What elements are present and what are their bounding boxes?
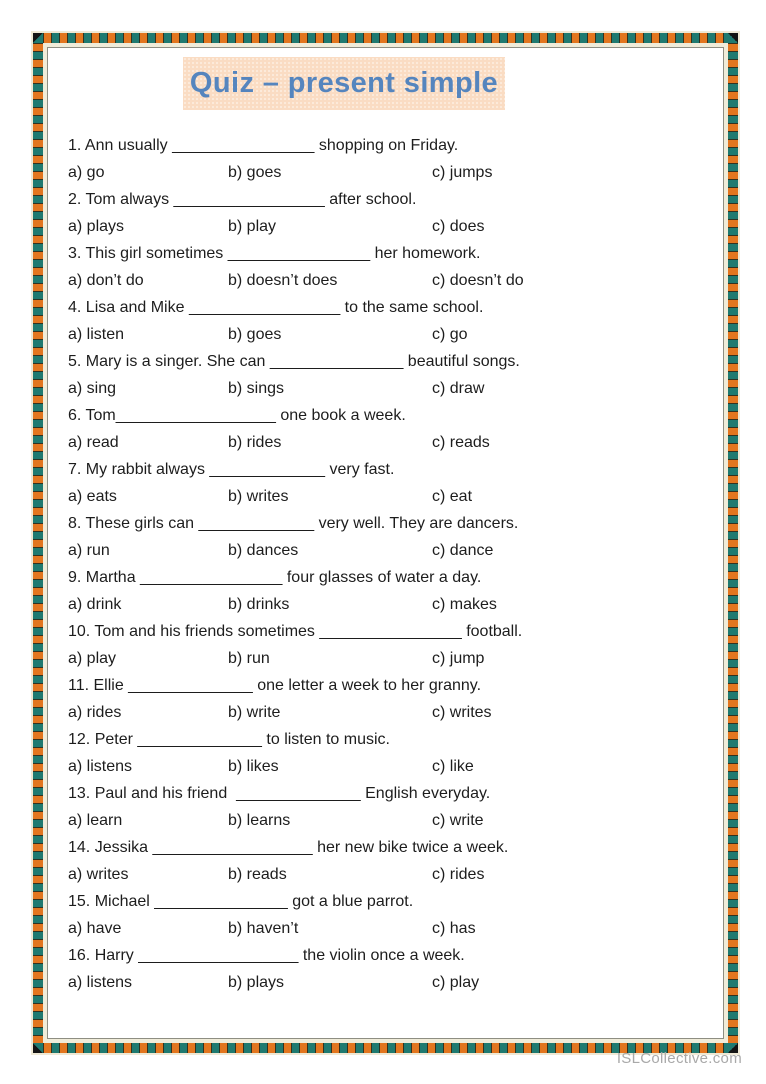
worksheet-paper <box>43 43 728 1043</box>
question-text: 5. Mary is a singer. She can _______________ beautiful songs. <box>68 353 520 370</box>
option-a: a) listens <box>68 974 133 991</box>
option-c: c) reads <box>432 434 490 451</box>
question-text: 7. My rabbit always _____________ very fast. <box>68 461 395 478</box>
option-b: b) likes <box>228 758 279 775</box>
option-a: a) rides <box>68 704 122 721</box>
question-block <box>68 888 716 942</box>
option-c: c) has <box>432 920 476 937</box>
option-c: c) makes <box>432 596 497 613</box>
option-a: a) play <box>68 650 117 667</box>
options-row <box>68 591 716 618</box>
worksheet-content <box>48 48 723 1038</box>
question-text: 16. Harry __________________ the violin once a week. <box>68 947 465 964</box>
question-text: 12. Peter ______________ to listen to music. <box>68 731 390 748</box>
option-b: b) writes <box>228 488 289 505</box>
options-row <box>68 213 716 240</box>
option-a: a) writes <box>68 866 129 883</box>
question-text: 3. This girl sometimes ________________ her homework. <box>68 245 481 262</box>
question-block <box>68 186 716 240</box>
options-row <box>68 915 716 942</box>
question-block <box>68 672 716 726</box>
question-text: 11. Ellie ______________ one letter a week to her granny. <box>68 677 482 694</box>
option-a: a) learn <box>68 812 123 829</box>
options-row <box>68 429 716 456</box>
options-row <box>68 807 716 834</box>
question-list <box>68 132 716 996</box>
option-b: b) plays <box>228 974 285 991</box>
option-a: a) sing <box>68 380 117 397</box>
border-stripe-right <box>728 43 738 1043</box>
option-c: c) eat <box>432 488 473 505</box>
question-text: 15. Michael _______________ got a blue parrot. <box>68 893 414 910</box>
option-b: b) goes <box>228 326 282 343</box>
option-a: a) drink <box>68 596 122 613</box>
option-c: c) jumps <box>432 164 493 181</box>
options-row <box>68 483 716 510</box>
page-title: Quiz – present simple <box>189 67 499 99</box>
option-b: b) haven’t <box>228 920 299 937</box>
option-b: b) write <box>228 704 281 721</box>
question-text: 13. Paul and his friend ______________ English everyday. <box>68 785 491 802</box>
question-text: 2. Tom always _________________ after school. <box>68 191 417 208</box>
options-row <box>68 969 716 996</box>
question-text: 4. Lisa and Mike _________________ to the same school. <box>68 299 484 316</box>
option-c: c) doesn’t do <box>432 272 524 289</box>
option-b: b) learns <box>228 812 291 829</box>
options-row <box>68 645 716 672</box>
border-corner-top-left <box>33 33 43 43</box>
option-b: b) reads <box>228 866 287 883</box>
options-row <box>68 753 716 780</box>
options-row <box>68 699 716 726</box>
option-a: a) run <box>68 542 110 559</box>
option-a: a) plays <box>68 218 125 235</box>
option-c: c) draw <box>432 380 485 397</box>
question-block <box>68 132 716 186</box>
option-a: a) eats <box>68 488 117 505</box>
option-c: c) writes <box>432 704 492 721</box>
option-a: a) read <box>68 434 119 451</box>
border-corner-bottom-left <box>33 1043 43 1053</box>
question-text: 8. These girls can _____________ very well. They are dancers. <box>68 515 519 532</box>
options-row <box>68 267 716 294</box>
option-b: b) sings <box>228 380 285 397</box>
option-b: b) dances <box>228 542 299 559</box>
option-b: b) drinks <box>228 596 290 613</box>
options-row <box>68 159 716 186</box>
option-a: a) don’t do <box>68 272 144 289</box>
option-b: b) rides <box>228 434 282 451</box>
title-banner <box>183 57 505 110</box>
question-block <box>68 726 716 780</box>
question-block <box>68 564 716 618</box>
option-c: c) rides <box>432 866 485 883</box>
option-c: c) jump <box>432 650 485 667</box>
question-block <box>68 618 716 672</box>
question-block <box>68 942 716 996</box>
options-row <box>68 537 716 564</box>
watermark-text: ISLCollective.com <box>616 1050 742 1067</box>
question-block <box>68 348 716 402</box>
question-text: 9. Martha ________________ four glasses of water a day. <box>68 569 482 586</box>
options-row <box>68 321 716 348</box>
question-block <box>68 834 716 888</box>
border-stripe-top <box>43 33 728 43</box>
option-c: c) play <box>432 974 480 991</box>
question-text: 10. Tom and his friends sometimes ________________ football. <box>68 623 523 640</box>
option-a: a) have <box>68 920 122 937</box>
option-b: b) run <box>228 650 270 667</box>
option-b: b) doesn’t does <box>228 272 338 289</box>
options-row <box>68 375 716 402</box>
question-text: 14. Jessika __________________ her new bike twice a week. <box>68 839 509 856</box>
option-a: a) listens <box>68 758 133 775</box>
question-block <box>68 402 716 456</box>
option-c: c) write <box>432 812 484 829</box>
question-block <box>68 240 716 294</box>
question-text: 6. Tom__________________ one book a week. <box>68 407 406 424</box>
option-c: c) like <box>432 758 474 775</box>
question-block <box>68 294 716 348</box>
decorative-border-frame <box>33 33 738 1053</box>
border-stripe-left <box>33 43 43 1043</box>
options-row <box>68 861 716 888</box>
option-a: a) listen <box>68 326 125 343</box>
option-b: b) goes <box>228 164 282 181</box>
question-block <box>68 780 716 834</box>
question-block <box>68 456 716 510</box>
question-block <box>68 510 716 564</box>
question-text: 1. Ann usually ________________ shopping on Friday. <box>68 137 459 154</box>
option-a: a) go <box>68 164 105 181</box>
option-c: c) go <box>432 326 468 343</box>
option-c: c) dance <box>432 542 494 559</box>
option-b: b) play <box>228 218 277 235</box>
option-c: c) does <box>432 218 485 235</box>
border-corner-top-right <box>728 33 738 43</box>
